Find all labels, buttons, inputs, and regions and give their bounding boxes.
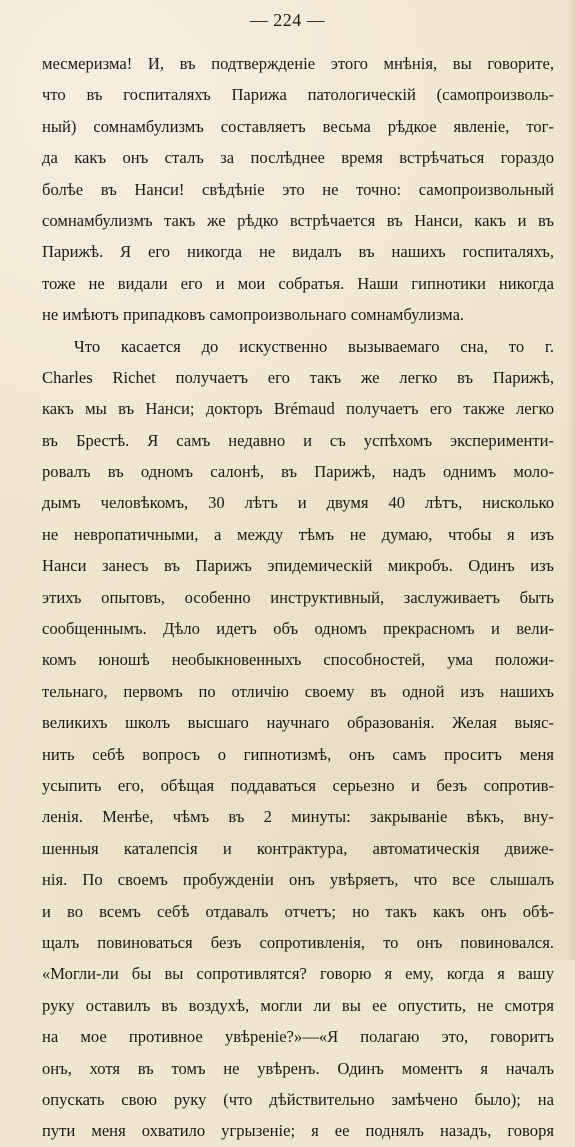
text-line: Charles Richet получаетъ его такъ же легко въ Парижѣ,	[42, 367, 554, 387]
text-line: не имѣютъ припадковъ самопроизвольнаго сомнамбулизма.	[42, 305, 465, 325]
text-line: Нанси занесъ въ Парижъ эпидемическій микробъ. Одинъ изъ	[42, 556, 554, 576]
text-line: не невропатичными, а между тѣмъ не думаю, чтобы я изъ	[42, 524, 554, 544]
text-line: сообщеннымъ. Дѣло идетъ объ одномъ прекрасномъ и вели-	[42, 619, 554, 639]
text-line: болѣе въ Нанси! свѣдѣніе это не точно: самопроизвольный	[42, 179, 554, 199]
text-line: ленія. Менѣе, чѣмъ въ 2 минуты: закрываніе вѣкъ, вну-	[42, 807, 554, 827]
page-edge-shadow	[567, 0, 575, 960]
text-line: «Могли-ли бы вы сопротивлятся? говорю я ему, когда я вашу	[42, 964, 554, 984]
text-line: на мое противное увѣреніе?»—«Я полагаю это, говоритъ	[42, 1027, 554, 1047]
text-line: онъ, хотя въ томъ не увѣренъ. Одинъ моментъ я началъ	[42, 1058, 554, 1078]
text-line: опускать свою руку (что дѣйствительно замѣчено было); на	[42, 1089, 554, 1109]
text-line: ровалъ въ одномъ салонѣ, въ Парижѣ, надъ однимъ моло-	[42, 462, 554, 482]
text-line: усыпить его, обѣщая поддаваться серьезно и безъ сопротив-	[42, 775, 554, 795]
text-line: сомнамбулизмъ такъ же рѣдко встрѣчается въ Нанси, какъ и въ	[42, 210, 554, 230]
text-line: комъ юношѣ необыкновенныхъ способностей, ума положи-	[42, 650, 554, 670]
text-line: месмеризма! И, въ подтвержденіе этого мнѣнія, вы говорите,	[42, 54, 554, 73]
text-line: тоже не видали его и мои собратья. Наши гипнотики никогда	[42, 273, 554, 293]
text-line: руку оставилъ въ воздухѣ, могли ли вы ее опустить, не смотря	[42, 995, 554, 1015]
text-line: нить себѣ вопросъ о гипнотизмѣ, онъ самъ проситъ меня	[42, 744, 554, 764]
text-line: великихъ школъ высшаго научнаго образованія. Желая выяс-	[42, 713, 554, 733]
text-line: какъ мы въ Нанси; докторъ Brémaud получаетъ его также легко	[42, 399, 554, 419]
text-line: щалъ повиноваться безъ сопротивленія, то онъ повиновался.	[42, 932, 554, 952]
text-line: Парижѣ. Я его никогда не видалъ въ нашихъ госпиталяхъ,	[42, 242, 554, 262]
text-line: ный) сомнамбулизмъ составляетъ весьма рѣдкое явленіе, тог-	[42, 116, 554, 136]
page-number: — 224 —	[249, 10, 326, 30]
text-line: этихъ опытовъ, особенно инструктивный, заслуживаетъ быть	[42, 587, 554, 607]
text-line: дымъ человѣкомъ, 30 лѣтъ и двумя 40 лѣтъ, нисколько	[42, 493, 554, 513]
text-line: въ Брестѣ. Я самъ недавно и съ успѣхомъ эксперименти-	[42, 430, 554, 450]
text-line: нія. По своемъ пробужденіи онъ увѣряетъ, что все слышалъ	[42, 870, 554, 890]
text-line: и во всемъ себѣ отдавалъ отчетъ; но такъ какъ онъ обѣ-	[42, 901, 554, 921]
text-line: что въ госпиталяхъ Парижа патологическій (самопроизволь-	[42, 85, 554, 105]
text-line: пути меня охватило угрызеніе; я ее поднялъ назадъ, говоря	[42, 1121, 554, 1141]
body-text	[42, 48, 554, 1147]
text-line: шенныя каталепсія и контрактура, автоматическія движе-	[42, 838, 554, 858]
text-line: да какъ онъ сталъ за послѣднее время встрѣчаться гораздо	[42, 148, 554, 168]
text-line: Что касается до искуственно вызываемаго сна, то г.	[74, 336, 554, 356]
text-line: тельнаго, первомъ по отличію своему въ одной изъ нашихъ	[42, 681, 554, 701]
